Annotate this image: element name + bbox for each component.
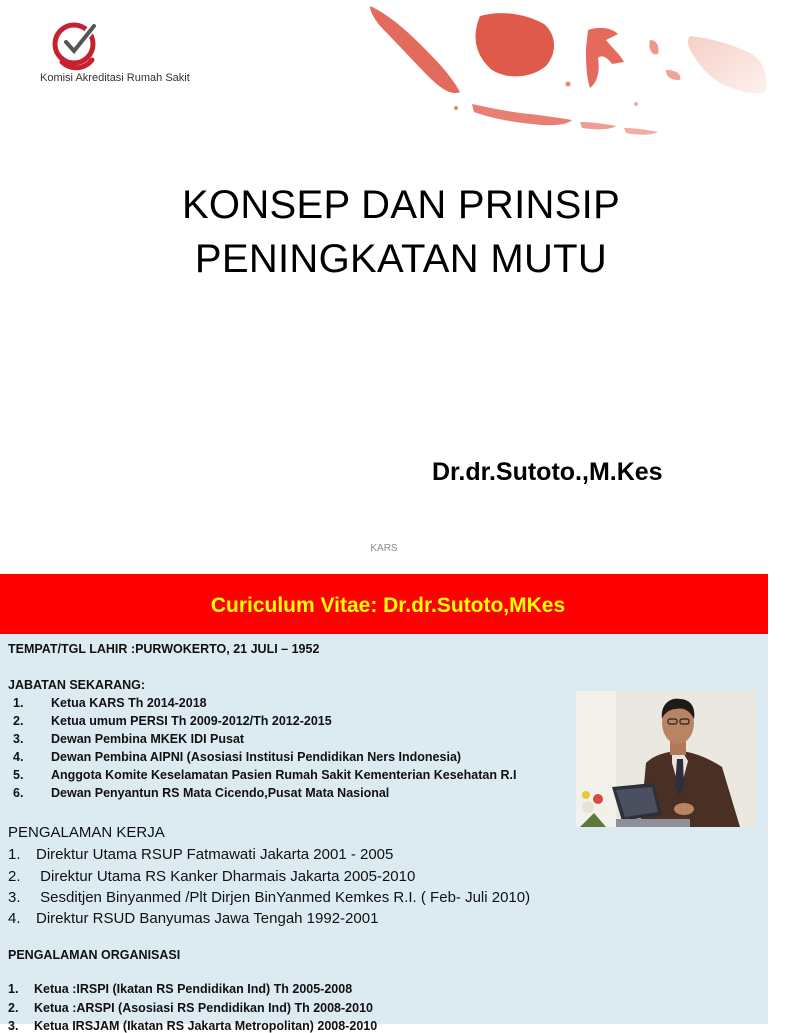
item-number: 1. xyxy=(8,846,21,863)
organisasi-item xyxy=(8,1001,373,1015)
portrait-illustration xyxy=(576,691,756,827)
jabatan-item xyxy=(13,696,207,710)
jabatan-item xyxy=(13,768,516,782)
item-text: Dewan Pembina MKEK IDI Pusat xyxy=(51,732,245,746)
item-number: 6. xyxy=(13,786,24,800)
slide-title-line-1: KONSEP DAN PRINSIP xyxy=(181,183,621,227)
kars-logo-icon xyxy=(44,18,108,74)
item-text: Anggota Komite Keselamatan Pasien Rumah Sakit Kementerian Kesehatan R.I xyxy=(51,768,517,782)
item-number: 2. xyxy=(13,714,24,728)
author-name: Dr.dr.Sutoto.,M.Kes xyxy=(432,458,663,486)
item-text: Dewan Pembina AIPNI (Asosiasi Institusi Pendidikan Ners Indonesia) xyxy=(51,750,462,764)
item-text: Direktur RSUD Banyumas Jawa Tengah 1992-2001 xyxy=(36,910,379,927)
item-text: Direktur Utama RSUP Fatmawati Jakarta 2001 - 2005 xyxy=(36,846,394,863)
jabatan-item xyxy=(13,732,244,746)
kars-logo xyxy=(40,18,190,92)
item-number: 4. xyxy=(13,750,24,764)
birth-info: TEMPAT/TGL LAHIR :PURWOKERTO, 21 JULI – 1952 xyxy=(8,642,320,656)
kerja-item xyxy=(8,889,530,906)
portrait-photo xyxy=(576,691,756,827)
item-number: 2. xyxy=(8,1001,19,1015)
jabatan-item xyxy=(13,714,332,728)
item-text: Ketua umum PERSI Th 2009-2012/Th 2012-2015 xyxy=(51,714,332,728)
slide-footer: KARS xyxy=(370,543,398,554)
item-number: 5. xyxy=(13,768,24,782)
item-text: Ketua IRSJAM (Ikatan RS Jakarta Metropolitan) 2008-2010 xyxy=(34,1019,378,1033)
slide-title xyxy=(0,178,802,286)
indonesia-map-graphic xyxy=(360,0,768,140)
kerja-item xyxy=(8,868,415,885)
logo-caption: Komisi Akreditasi Rumah Sakit xyxy=(40,72,190,84)
item-text: Direktur Utama RS Kanker Dharmais Jakarta 2005-2010 xyxy=(36,868,416,885)
kerja-item xyxy=(8,846,393,863)
item-number: 3. xyxy=(13,732,24,746)
jabatan-item xyxy=(13,750,461,764)
item-number: 1. xyxy=(13,696,24,710)
cv-header-bar xyxy=(0,574,768,634)
kerja-heading: PENGALAMAN KERJA xyxy=(8,824,165,841)
organisasi-item xyxy=(8,1019,377,1033)
item-number: 1. xyxy=(8,982,19,996)
item-text: Ketua KARS Th 2014-2018 xyxy=(51,696,207,710)
cv-title: Curiculum Vitae: Dr.dr.Sutoto,MKes xyxy=(210,594,566,617)
item-number: 2. xyxy=(8,868,21,885)
item-text: Dewan Penyantun RS Mata Cicendo,Pusat Mata Nasional xyxy=(51,786,390,800)
item-number: 3. xyxy=(8,889,21,906)
organisasi-item xyxy=(8,982,352,996)
jabatan-heading: JABATAN SEKARANG: xyxy=(8,678,146,692)
jabatan-item xyxy=(13,786,389,800)
kerja-item xyxy=(8,910,378,927)
slide-title-line-2: PENINGKATAN MUTU xyxy=(194,237,608,281)
item-text: Ketua :ARSPI (Asosiasi RS Pendidikan Ind) Th 2008-2010 xyxy=(34,1001,373,1015)
item-text: Ketua :IRSPI (Ikatan RS Pendidikan Ind) Th 2005-2008 xyxy=(34,982,353,996)
item-text: Sesditjen Binyanmed /Plt Dirjen BinYanmed Kemkes R.I. ( Feb- Juli 2010) xyxy=(36,889,531,906)
organisasi-heading: PENGALAMAN ORGANISASI xyxy=(8,948,181,962)
item-number: 3. xyxy=(8,1019,19,1033)
item-number: 4. xyxy=(8,910,21,927)
cv-slide xyxy=(0,574,768,1033)
